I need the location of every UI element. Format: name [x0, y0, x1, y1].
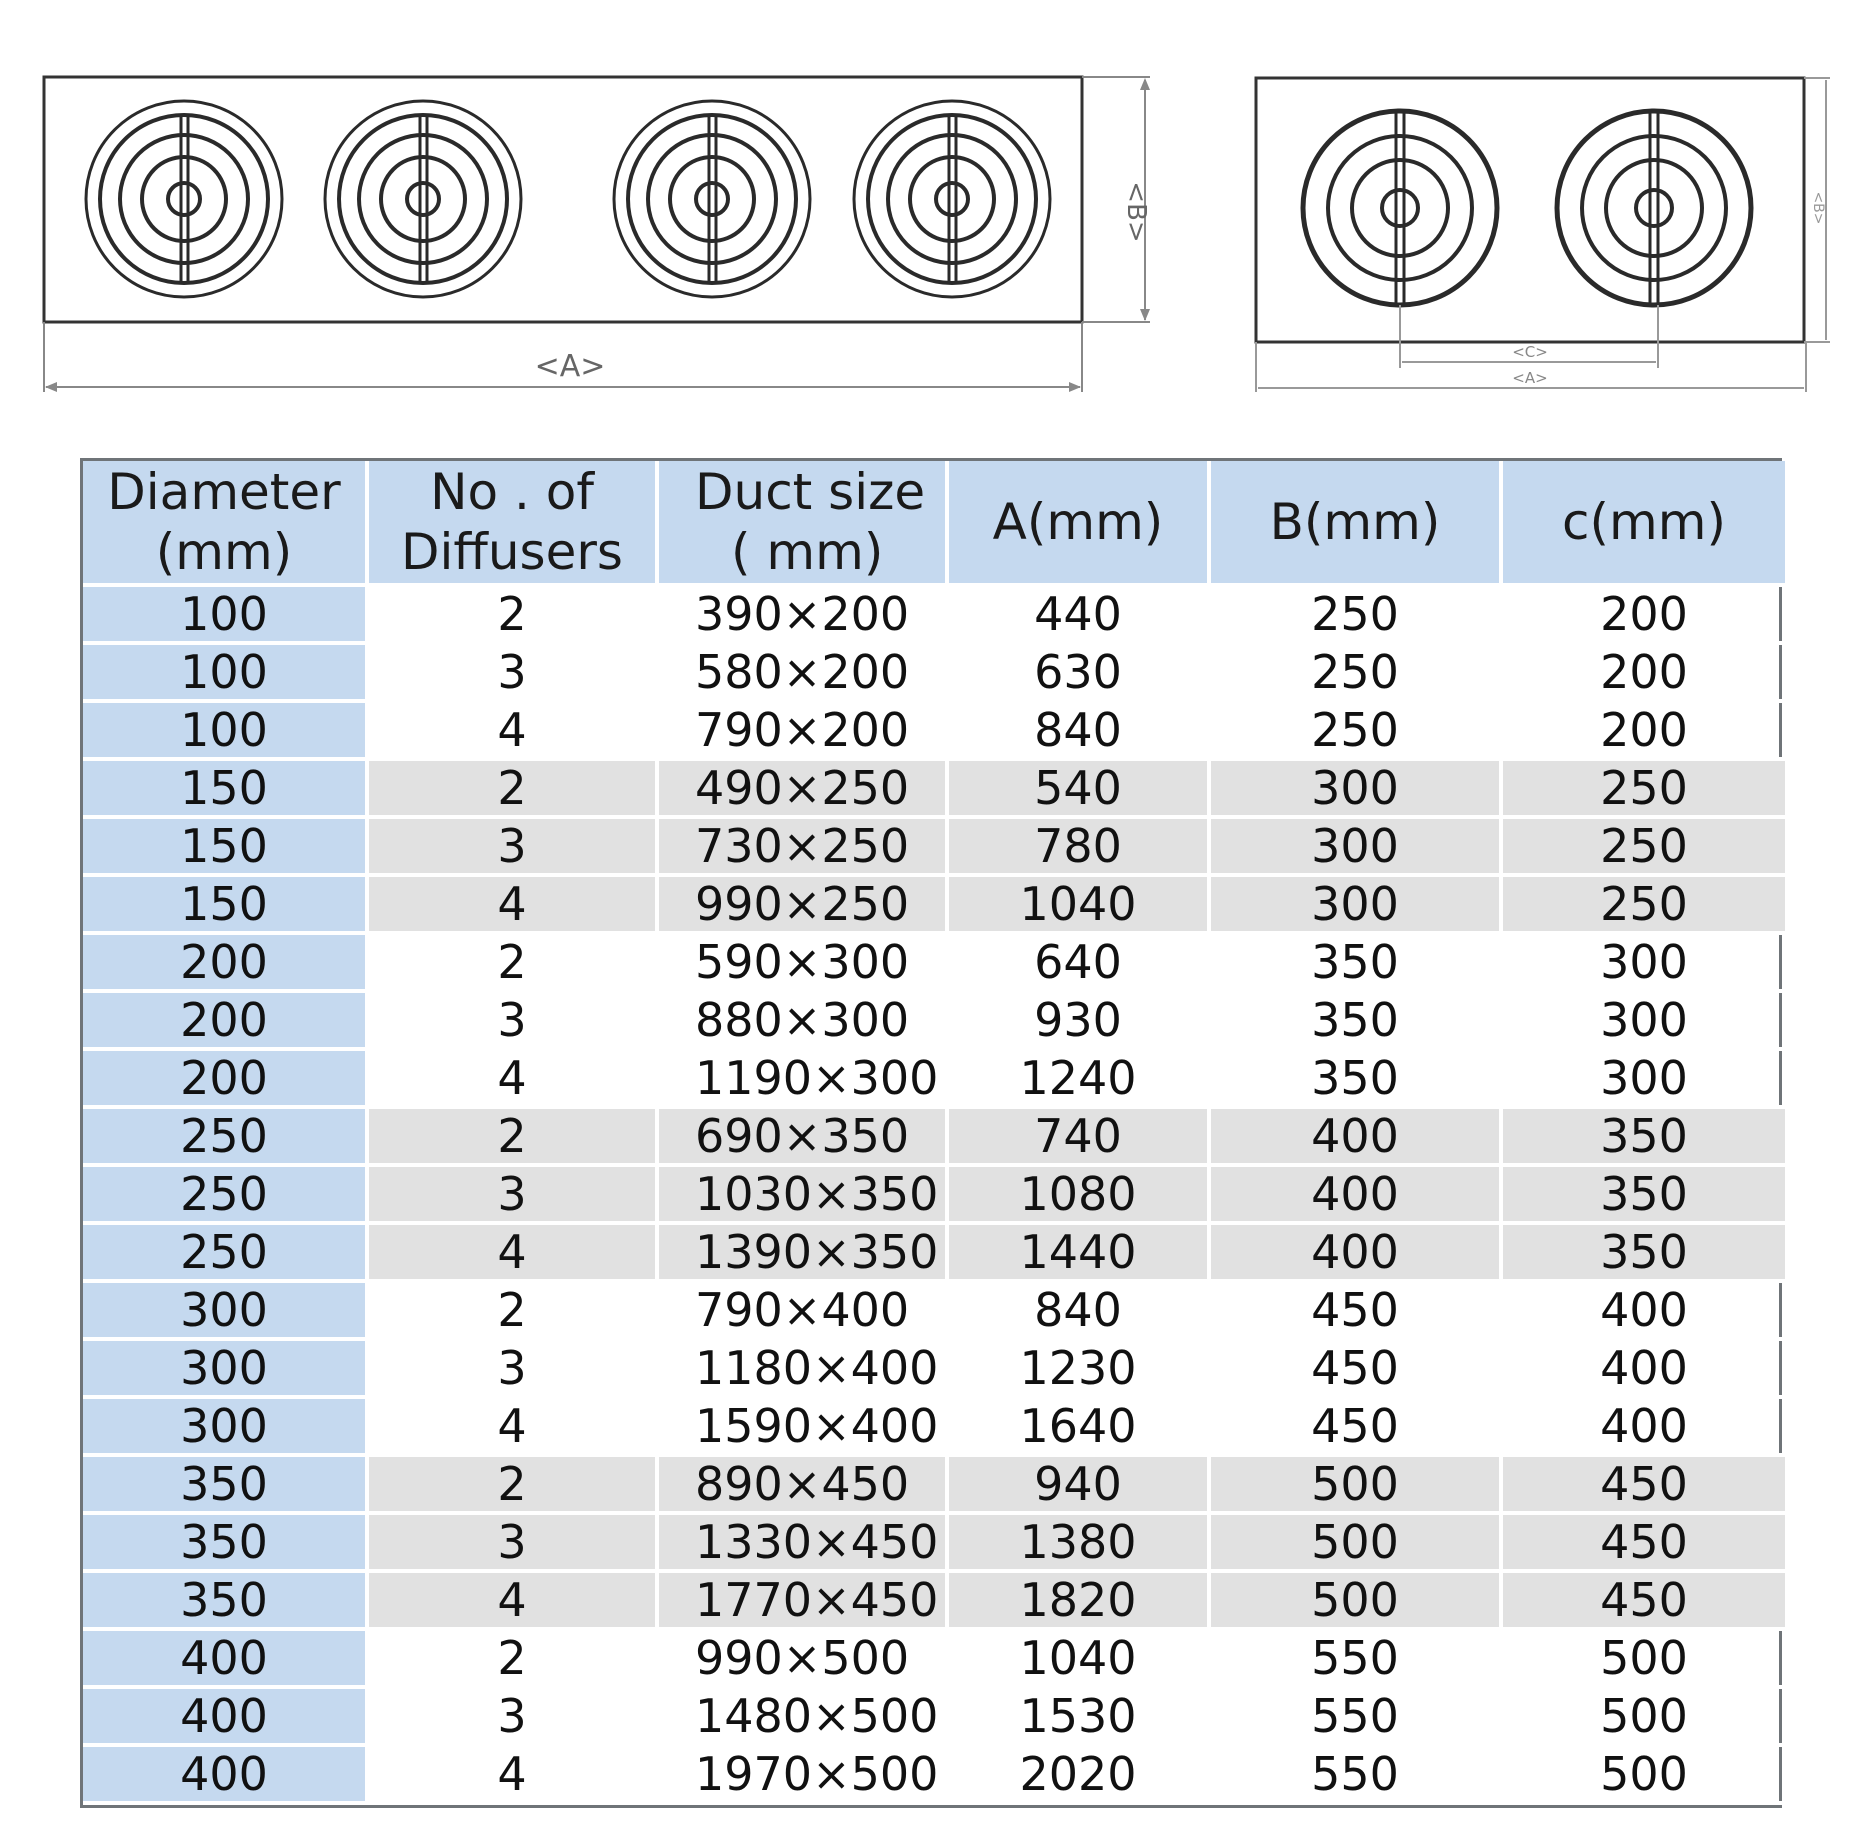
- cell-c: 450: [1503, 1457, 1785, 1515]
- cell-c: 200: [1503, 645, 1785, 703]
- cell-duct-size: 890×450: [659, 1457, 949, 1515]
- cell-b: 400: [1211, 1109, 1503, 1167]
- cell-duct-size: 790×400: [659, 1283, 949, 1341]
- cell-diffusers: 2: [369, 935, 659, 993]
- cell-b: 300: [1211, 761, 1503, 819]
- cell-diffusers: 3: [369, 645, 659, 703]
- cell-b: 350: [1211, 1051, 1503, 1109]
- cell-duct-size: 580×200: [659, 645, 949, 703]
- table-row: [83, 645, 1785, 703]
- cell-duct-size: 1030×350: [659, 1167, 949, 1225]
- cell-a: 780: [949, 819, 1211, 877]
- cell-b: 500: [1211, 1457, 1503, 1515]
- table-row: [83, 1457, 1785, 1515]
- cell-diameter: 250: [83, 1109, 369, 1167]
- dimension-b-label-right: <B>: [1810, 191, 1826, 225]
- table-row: [83, 1051, 1785, 1109]
- cell-duct-size: 790×200: [659, 703, 949, 761]
- cell-diameter: 150: [83, 761, 369, 819]
- cell-a: 940: [949, 1457, 1211, 1515]
- diffuser-4: [854, 101, 1050, 297]
- cell-diffusers: 4: [369, 1747, 659, 1805]
- header-duct-line2: ( mm): [731, 523, 884, 581]
- header-diffusers: [369, 461, 659, 587]
- header-diameter-line2: (mm): [155, 523, 293, 581]
- cell-diameter: 350: [83, 1573, 369, 1631]
- cell-a: 840: [949, 1283, 1211, 1341]
- header-diffusers-line1: No . of: [430, 463, 594, 521]
- cell-b: 350: [1211, 993, 1503, 1051]
- header-diameter-line1: Diameter: [107, 463, 341, 521]
- diffuser-1: [86, 101, 282, 297]
- cell-b: 500: [1211, 1573, 1503, 1631]
- cell-diffusers: 2: [369, 1631, 659, 1689]
- header-duct-size: [659, 461, 949, 587]
- table-row: [83, 819, 1785, 877]
- cell-b: 250: [1211, 645, 1503, 703]
- header-diameter: [83, 461, 369, 587]
- cell-duct-size: 880×300: [659, 993, 949, 1051]
- cell-a: 540: [949, 761, 1211, 819]
- header-diffusers-line2: Diffusers: [401, 523, 623, 581]
- diffuser-3: [614, 101, 810, 297]
- diffuser-right: [1557, 111, 1751, 305]
- cell-a: 1640: [949, 1399, 1211, 1457]
- cell-a: 1080: [949, 1167, 1211, 1225]
- cell-a: 840: [949, 703, 1211, 761]
- table-row: [83, 1109, 1785, 1167]
- cell-diameter: 150: [83, 819, 369, 877]
- cell-a: 1230: [949, 1341, 1211, 1399]
- cell-diameter: 200: [83, 935, 369, 993]
- cell-diameter: 400: [83, 1689, 369, 1747]
- dimension-a-label: <A>: [534, 349, 606, 384]
- cell-b: 250: [1211, 587, 1503, 645]
- table-header-row: [83, 461, 1785, 587]
- cell-c: 400: [1503, 1399, 1785, 1457]
- header-a: A(mm): [949, 461, 1211, 587]
- cell-a: 1440: [949, 1225, 1211, 1283]
- cell-a: 2020: [949, 1747, 1211, 1805]
- cell-duct-size: 390×200: [659, 587, 949, 645]
- cell-duct-size: 590×300: [659, 935, 949, 993]
- table-row: [83, 935, 1785, 993]
- dimension-table: [80, 458, 1782, 1808]
- cell-diffusers: 3: [369, 1689, 659, 1747]
- cell-a: 1040: [949, 877, 1211, 935]
- cell-b: 550: [1211, 1631, 1503, 1689]
- cell-a: 440: [949, 587, 1211, 645]
- cell-duct-size: 1190×300: [659, 1051, 949, 1109]
- cell-c: 300: [1503, 935, 1785, 993]
- cell-c: 350: [1503, 1225, 1785, 1283]
- cell-c: 200: [1503, 703, 1785, 761]
- cell-diffusers: 3: [369, 1515, 659, 1573]
- cell-c: 400: [1503, 1341, 1785, 1399]
- cell-diameter: 400: [83, 1747, 369, 1805]
- table-row: [83, 1167, 1785, 1225]
- cell-c: 500: [1503, 1747, 1785, 1805]
- cell-b: 250: [1211, 703, 1503, 761]
- cell-c: 200: [1503, 587, 1785, 645]
- cell-diameter: 150: [83, 877, 369, 935]
- cell-a: 930: [949, 993, 1211, 1051]
- cell-diffusers: 3: [369, 993, 659, 1051]
- cell-diffusers: 3: [369, 1167, 659, 1225]
- cell-c: 250: [1503, 877, 1785, 935]
- cell-c: 300: [1503, 1051, 1785, 1109]
- header-b: B(mm): [1211, 461, 1503, 587]
- cell-diameter: 400: [83, 1631, 369, 1689]
- cell-c: 500: [1503, 1689, 1785, 1747]
- table-row: [83, 1689, 1785, 1747]
- cell-b: 450: [1211, 1283, 1503, 1341]
- cell-diameter: 300: [83, 1341, 369, 1399]
- cell-c: 350: [1503, 1167, 1785, 1225]
- cell-diffusers: 4: [369, 877, 659, 935]
- cell-diameter: 300: [83, 1399, 369, 1457]
- cell-c: 350: [1503, 1109, 1785, 1167]
- cell-diffusers: 4: [369, 703, 659, 761]
- table-row: [83, 761, 1785, 819]
- cell-duct-size: 1590×400: [659, 1399, 949, 1457]
- cell-duct-size: 1970×500: [659, 1747, 949, 1805]
- cell-c: 300: [1503, 993, 1785, 1051]
- cell-c: 250: [1503, 819, 1785, 877]
- cell-a: 740: [949, 1109, 1211, 1167]
- cell-c: 250: [1503, 761, 1785, 819]
- cell-a: 1040: [949, 1631, 1211, 1689]
- cell-diffusers: 2: [369, 1283, 659, 1341]
- cell-diffusers: 3: [369, 1341, 659, 1399]
- cell-diameter: 100: [83, 645, 369, 703]
- cell-diffusers: 2: [369, 1109, 659, 1167]
- cell-a: 1380: [949, 1515, 1211, 1573]
- cell-c: 450: [1503, 1573, 1785, 1631]
- cell-diameter: 250: [83, 1225, 369, 1283]
- cell-a: 1820: [949, 1573, 1211, 1631]
- cell-diameter: 300: [83, 1283, 369, 1341]
- table-row: [83, 1573, 1785, 1631]
- four-diffuser-drawing: [44, 77, 1151, 392]
- table-row: [83, 877, 1785, 935]
- header-c: c(mm): [1503, 461, 1785, 587]
- cell-b: 500: [1211, 1515, 1503, 1573]
- cell-duct-size: 490×250: [659, 761, 949, 819]
- cell-duct-size: 990×500: [659, 1631, 949, 1689]
- cell-b: 400: [1211, 1225, 1503, 1283]
- cell-diffusers: 4: [369, 1573, 659, 1631]
- cell-a: 630: [949, 645, 1211, 703]
- cell-diameter: 100: [83, 703, 369, 761]
- cell-duct-size: 1390×350: [659, 1225, 949, 1283]
- table-row: [83, 1631, 1785, 1689]
- diffuser-left: [1303, 111, 1497, 305]
- cell-diameter: 250: [83, 1167, 369, 1225]
- table-row: [83, 1225, 1785, 1283]
- cell-diameter: 350: [83, 1515, 369, 1573]
- cell-duct-size: 1770×450: [659, 1573, 949, 1631]
- cell-diameter: 100: [83, 587, 369, 645]
- cell-b: 550: [1211, 1747, 1503, 1805]
- diffuser-plenum-diagrams: [0, 0, 1864, 420]
- cell-diffusers: 2: [369, 761, 659, 819]
- table-row: [83, 587, 1785, 645]
- table-row: [83, 1283, 1785, 1341]
- cell-a: 1530: [949, 1689, 1211, 1747]
- cell-diameter: 350: [83, 1457, 369, 1515]
- cell-c: 400: [1503, 1283, 1785, 1341]
- cell-duct-size: 690×350: [659, 1109, 949, 1167]
- diffuser-2: [325, 101, 521, 297]
- dimension-a-label-right: <A>: [1512, 369, 1548, 387]
- cell-diffusers: 3: [369, 819, 659, 877]
- cell-diffusers: 2: [369, 587, 659, 645]
- table-row: [83, 1747, 1785, 1805]
- cell-b: 350: [1211, 935, 1503, 993]
- cell-diffusers: 4: [369, 1225, 659, 1283]
- cell-a: 640: [949, 935, 1211, 993]
- cell-duct-size: 1330×450: [659, 1515, 949, 1573]
- cell-diameter: 200: [83, 1051, 369, 1109]
- cell-b: 300: [1211, 877, 1503, 935]
- dimension-b-label: <B>: [1121, 181, 1151, 243]
- cell-diffusers: 4: [369, 1399, 659, 1457]
- cell-diameter: 200: [83, 993, 369, 1051]
- dimension-c-label: <C>: [1512, 343, 1548, 361]
- cell-b: 450: [1211, 1399, 1503, 1457]
- header-duct-line1: Duct size: [695, 463, 926, 521]
- cell-duct-size: 990×250: [659, 877, 949, 935]
- cell-duct-size: 730×250: [659, 819, 949, 877]
- cell-b: 550: [1211, 1689, 1503, 1747]
- cell-b: 400: [1211, 1167, 1503, 1225]
- cell-duct-size: 1180×400: [659, 1341, 949, 1399]
- table-row: [83, 1515, 1785, 1573]
- cell-b: 450: [1211, 1341, 1503, 1399]
- cell-c: 450: [1503, 1515, 1785, 1573]
- table-row: [83, 1399, 1785, 1457]
- table-row: [83, 993, 1785, 1051]
- cell-duct-size: 1480×500: [659, 1689, 949, 1747]
- table-row: [83, 1341, 1785, 1399]
- cell-c: 500: [1503, 1631, 1785, 1689]
- cell-diffusers: 2: [369, 1457, 659, 1515]
- two-diffuser-drawing: [1256, 78, 1830, 392]
- cell-b: 300: [1211, 819, 1503, 877]
- table-row: [83, 703, 1785, 761]
- cell-diffusers: 4: [369, 1051, 659, 1109]
- cell-a: 1240: [949, 1051, 1211, 1109]
